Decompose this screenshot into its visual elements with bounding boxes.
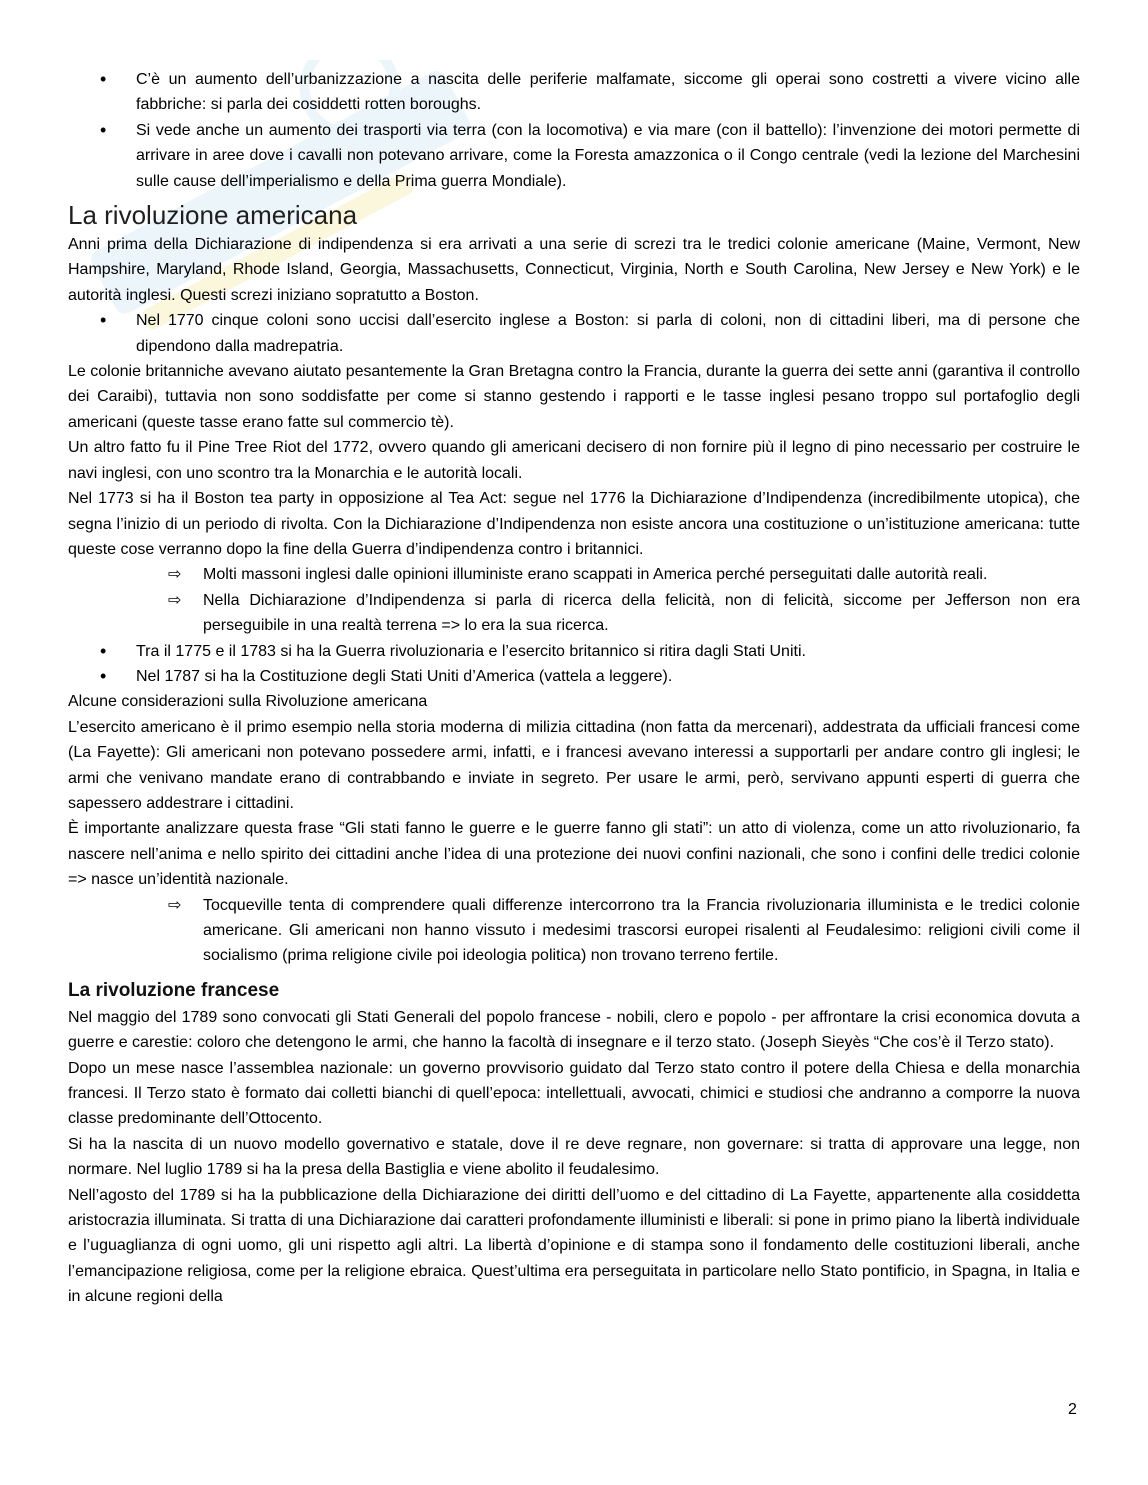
arrow-right-icon: ⇨ — [168, 591, 182, 609]
arrow-list — [68, 893, 1080, 969]
paragraph: Le colonie britanniche avevano aiutato pesantemente la Gran Bretagna contro la Francia, durante la guerra dei sette anni (garantiva il controllo dei Caraibi), tuttavia non sono soddisfatte per come si stanno gestendo i rapporti e le tasse inglesi pesano troppo sul portafoglio degli americani (queste tasse erano fatte sul commercio tè). — [68, 363, 1080, 431]
list-item: • Nel 1770 cinque coloni sono uccisi dall’esercito inglese a Boston: si parla di coloni, non di cittadini liberi, ma di persone che dipendono dalla madrepatria. — [68, 308, 1080, 359]
list-item — [68, 893, 1080, 969]
list-item: • Tra il 1775 e il 1783 si ha la Guerra rivoluzionaria e l’esercito britannico si ritira dagli Stati Uniti. — [68, 639, 1080, 664]
paragraph: Anni prima della Dichiarazione di indipendenza si era arrivati a una serie di screzi tra le tredici colonie americane (Maine, Vermont, New Hampshire, Maryland, Rhode Island, Georgia, Massachusetts, Connecticut, Virginia, North e South Carolina, New Jersey e New York) e le autorità inglesi. Questi screzi iniziano sopratutto a Boston. — [68, 236, 1080, 304]
section-heading-french-revolution: La rivoluzione francese — [68, 979, 280, 1001]
list-item — [68, 588, 1080, 639]
paragraph: Nell’agosto del 1789 si ha la pubblicazione della Dichiarazione dei diritti dell’uomo e del cittadino di La Fayette, appartenente alla cosiddetta aristocrazia illuminata. Si tratta di una Dichiarazione dai caratteri profondamente illuministi e liberali: si pone in primo piano la libertà individuale e l’uguaglianza di ogni uomo, gli uni rispetto agli altri. La libertà d’opinione e di stampa sono il fondamento delle costituzioni liberali, anche l’emancipazione religiosa, come per la religione ebraica. Quest’ultima era perseguitata in particolare nello Stato pontificio, in Spagna, in Italia e in alcune regioni della — [68, 1186, 1080, 1306]
list-item — [68, 562, 1080, 587]
list-item-text: Nella Dichiarazione d’Indipendenza si parla di ricerca della felicità, non di felicità, siccome per Jefferson non era perseguibile in una realtà terrena => lo era la sua ricerca. — [203, 591, 1080, 635]
list-item-text: Molti massoni inglesi dalle opinioni illuministe erano scappati in America perché perseguitati dalle autorità reali. — [203, 566, 988, 584]
subheading-considerations: Alcune considerazioni sulla Rivoluzione americana — [68, 693, 428, 711]
paragraph: Si ha la nascita di un nuovo modello governativo e statale, dove il re deve regnare, non governare: si tratta di approvare una legge, non normare. Nel luglio 1789 si ha la presa della Bastiglia e viene abolito il feudalesimo. — [68, 1135, 1080, 1179]
page-content — [68, 67, 1080, 1310]
paragraph: È importante analizzare questa frase “Gli stati fanno le guerre e le guerre fanno gli stati”: un atto di violenza, come un atto rivoluzionario, fa nascere nell’anima e nello spirito dei cittadini anche l’idea di una protezione dei nuovi confini nazionali, che sono i confini delle tredici colonie => nasce un’identità nazionale. — [68, 820, 1080, 889]
paragraph: Nel maggio del 1789 sono convocati gli Stati Generali del popolo francese - nobili, clero e popolo - per affrontare la crisi economica dovuta a guerre e carestie: coloro che detengono le armi, che hanno la facoltà di insegnare e il terzo stato. (Joseph Sieyès “Che cos’è il Terzo stato). — [68, 1008, 1080, 1052]
arrow-right-icon: ⇨ — [168, 566, 182, 584]
section-heading-american-revolution: La rivoluzione americana — [68, 200, 358, 231]
arrow-list — [68, 562, 1080, 638]
list-item-text: Tocqueville tenta di comprendere quali differenze intercorrono tra la Francia rivoluzionaria illuminista e le tredici colonie americane. Gli americani non hanno vissuto i medesimi trascorsi europei risalenti al Feudalesimo: religioni civili come il socialismo (prima religione civile poi ideologia politica) non trovano terreno fertile. — [203, 896, 1080, 965]
paragraph: L’esercito americano è il primo esempio nella storia moderna di milizia cittadina (non fatta da mercenari), addestrata da ufficiali francesi come (La Fayette): Gli americani non potevano possedere armi, infatti, e i francesi avevano interessi a supportarli per andare contro gli inglesi; le armi che venivano mandate erano di contrabbando e inviate in segreto. Per usare le armi, però, servivano appunti esperti di guerra che sapessero addestrare i cittadini. — [68, 718, 1080, 812]
arrow-right-icon: ⇨ — [168, 896, 182, 914]
bullet-list — [68, 639, 1080, 690]
page-number: 2 — [1068, 1401, 1077, 1418]
list-item: • C’è un aumento dell’urbanizzazione a nascita delle periferie malfamate, siccome gli operai sono costretti a vivere vicino alle fabbriche: si parla dei cosiddetti rotten boroughs. — [68, 67, 1080, 118]
bullet-list — [68, 308, 1080, 359]
paragraph: Un altro fatto fu il Pine Tree Riot del 1772, ovvero quando gli americani decisero di non fornire più il legno di pino necessario per costruire le navi inglesi, con uno scontro tra la Monarchia e le autorità locali. — [68, 439, 1080, 482]
paragraph: Nel 1773 si ha il Boston tea party in opposizione al Tea Act: segue nel 1776 la Dichiarazione d’Indipendenza (incredibilmente utopica), che segna l’inizio di un periodo di rivolta. Con la Dichiarazione d’Indipendenza non esiste ancora una costituzione o un’istituzione americana: tutte queste cose verranno dopo la fine della Guerra d’indipendenza contro i britannici. — [68, 490, 1080, 558]
paragraph: Dopo un mese nasce l’assemblea nazionale: un governo provvisorio guidato dal Terzo stato contro il potere della Chiesa e della monarchia francesi. Il Terzo stato è formato dai colletti bianchi di quell’epoca: intellettuali, avvocati, chimici e studiosi che andranno a comporre la nuova classe predominante dell’Ottocento. — [68, 1059, 1080, 1128]
list-item: • Nel 1787 si ha la Costituzione degli Stati Uniti d’America (vattela a leggere). — [68, 664, 1080, 689]
intro-bullet-list — [68, 67, 1080, 194]
list-item: • Si vede anche un aumento dei trasporti via terra (con la locomotiva) e via mare (con il battello): l’invenzione dei motori permette di arrivare in aree dove i cavalli non potevano arrivare, come la Foresta amazzonica o il Congo centrale (vedi la lezione del Marchesini sulle cause dell’imperialismo e della Prima guerra Mondiale). — [68, 118, 1080, 194]
